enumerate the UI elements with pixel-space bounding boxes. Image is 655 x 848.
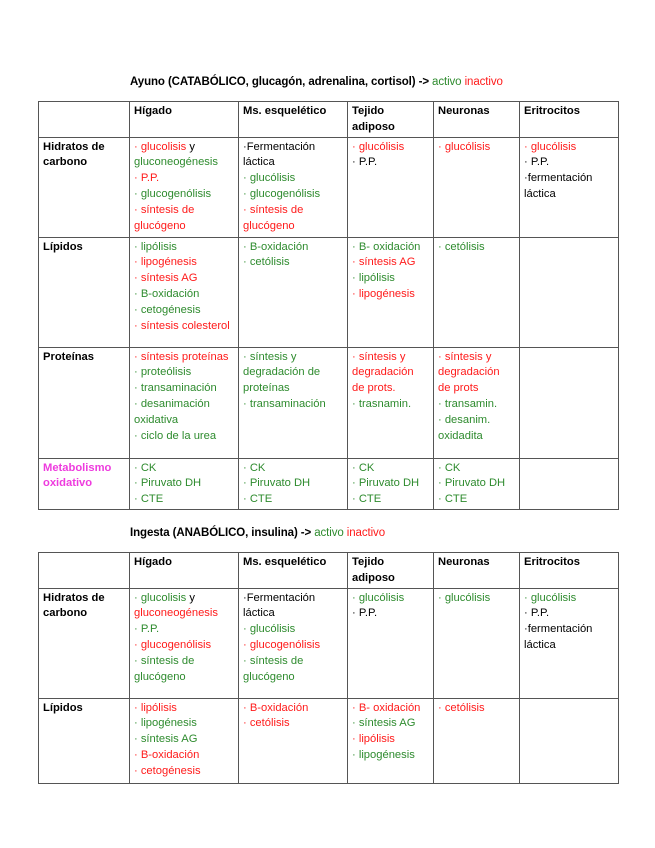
process-item: · Piruvato DH	[134, 477, 202, 490]
fed-metabolism-table	[38, 552, 619, 784]
process-item: · lipólisis	[352, 733, 395, 746]
process-item: · B-oxidación	[134, 287, 200, 300]
cell-erythrocytes	[520, 588, 619, 698]
process-item: · CTE	[438, 493, 468, 506]
process-item: · glucogenólisis	[243, 638, 321, 651]
cell-neurons	[434, 137, 520, 237]
process-item: · glucólisis	[524, 591, 577, 604]
cell-muscle	[239, 588, 348, 698]
process-item: gluconeogénesis	[134, 156, 218, 169]
process-item: · lipólisis	[134, 701, 177, 714]
process-item: · síntesis de glucógeno	[134, 203, 195, 232]
cell-liver	[130, 237, 239, 347]
process-item: · trasnamin.	[352, 397, 412, 410]
process-item: · glucogenólisis	[134, 638, 212, 651]
cell-adipose	[348, 347, 434, 458]
process-item: · P.P.	[352, 607, 378, 620]
process-item: · síntesis y degradación de prots.	[352, 350, 414, 395]
cell-muscle	[239, 698, 348, 783]
process-item: gluconeogénesis	[134, 607, 218, 620]
process-item: · glucólisis	[524, 140, 577, 153]
process-item: · transaminación	[134, 382, 217, 395]
process-item: · proteólisis	[134, 366, 192, 379]
process-item: · lipogénesis	[352, 748, 415, 761]
process-item: · P.P.	[524, 156, 550, 169]
table-row	[39, 458, 619, 509]
row-label: Metabolismo oxidativo	[39, 458, 130, 509]
table-title-ingesta: Ingesta (ANABÓLICO, insulina) -> activo inactivo	[130, 527, 385, 539]
legend-inactive: inactivo	[346, 527, 385, 539]
process-item: · Piruvato DH	[243, 477, 311, 490]
table-row	[39, 237, 619, 347]
process-item: · síntesis de glucógeno	[243, 203, 304, 232]
table-title-ayuno: Ayuno (CATABÓLICO, glucagón, adrenalina, cortisol) -> activo inactivo	[130, 76, 503, 88]
process-item: · CK	[438, 461, 461, 474]
process-item: · P.P.	[134, 623, 160, 636]
header-muscle: Ms. esquelético	[239, 102, 348, 138]
process-item: · P.P.	[134, 172, 160, 185]
process-item: · B-oxidación	[243, 240, 309, 253]
cell-adipose	[348, 237, 434, 347]
row-label: Hidratos de carbono	[39, 137, 130, 237]
process-item: · transamin.	[438, 397, 498, 410]
cell-adipose	[348, 588, 434, 698]
process-item: · desanimación oxidativa	[134, 397, 210, 426]
table-row	[39, 347, 619, 458]
process-item: · lipogénesis	[352, 287, 415, 300]
process-item: · glucólisis	[438, 591, 491, 604]
process-item: · síntesis colesterol	[134, 319, 230, 332]
process-item: · glucólisis	[352, 591, 405, 604]
process-item: · lipogénesis	[134, 717, 197, 730]
process-item: · cetólisis	[438, 240, 485, 253]
header-adipose: Tejido adiposo	[348, 553, 434, 589]
cell-muscle	[239, 458, 348, 509]
process-item: · síntesis AG	[352, 717, 416, 730]
table-row	[39, 698, 619, 783]
table-header-row	[39, 553, 619, 589]
cell-adipose	[348, 458, 434, 509]
process-item: ·Fermentación láctica	[243, 591, 316, 620]
process-item: · síntesis de glucógeno	[134, 654, 195, 683]
process-item: · CK	[243, 461, 266, 474]
process-item: · transaminación	[243, 397, 326, 410]
cell-muscle	[239, 347, 348, 458]
process-item: · glucólisis	[243, 172, 296, 185]
process-item: · síntesis de glucógeno	[243, 654, 304, 683]
header-erythrocytes: Eritrocitos	[520, 102, 619, 138]
process-item: · CTE	[134, 493, 164, 506]
cell-erythrocytes	[520, 347, 619, 458]
header-erythrocytes: Eritrocitos	[520, 553, 619, 589]
cell-erythrocytes	[520, 137, 619, 237]
row-label: Lípidos	[39, 698, 130, 783]
process-item: ·fermentación láctica	[524, 623, 593, 651]
row-label: Hidratos de carbono	[39, 588, 130, 698]
table-row	[39, 137, 619, 237]
cell-liver	[130, 347, 239, 458]
process-item: · CK	[352, 461, 375, 474]
process-item: · P.P.	[352, 156, 378, 169]
process-item: · cetogénesis	[134, 764, 201, 777]
process-item: · síntesis AG	[134, 272, 198, 285]
cell-adipose	[348, 698, 434, 783]
legend-inactive: inactivo	[464, 76, 503, 88]
process-item: · cetólisis	[243, 717, 290, 730]
process-item: · ciclo de la urea	[134, 429, 217, 442]
process-item: · síntesis y degradación de proteínas	[243, 350, 321, 395]
process-item: · glucólisis	[352, 140, 405, 153]
header-empty	[39, 102, 130, 138]
process-item: · Piruvato DH	[352, 477, 420, 490]
header-adipose: Tejido adiposo	[348, 102, 434, 138]
process-item: · lipólisis	[352, 272, 395, 285]
header-empty	[39, 553, 130, 589]
process-item: · CTE	[243, 493, 273, 506]
process-item: · síntesis y degradación de prots	[438, 350, 500, 395]
process-item: · lipogénesis	[134, 256, 197, 269]
process-item: · P.P.	[524, 607, 550, 620]
process-item: · Piruvato DH	[438, 477, 506, 490]
table-header-row	[39, 102, 619, 138]
process-item: · B-oxidación	[134, 748, 200, 761]
fasting-metabolism-table	[38, 101, 619, 510]
row-label: Proteínas	[39, 347, 130, 458]
cell-liver	[130, 698, 239, 783]
cell-adipose	[348, 137, 434, 237]
process-item: · cetogénesis	[134, 303, 201, 316]
legend-active: activo	[314, 527, 344, 539]
process-item: · glucogenólisis	[243, 187, 321, 200]
process-item: · glucolisis y	[134, 140, 195, 153]
process-item: · cetólisis	[243, 256, 290, 269]
process-item: · B- oxidación	[352, 701, 421, 714]
cell-neurons	[434, 588, 520, 698]
cell-muscle	[239, 137, 348, 237]
cell-erythrocytes	[520, 237, 619, 347]
cell-muscle	[239, 237, 348, 347]
process-item: · desanim. oxidadita	[438, 413, 491, 442]
process-item: · glucólisis	[243, 623, 296, 636]
cell-erythrocytes	[520, 458, 619, 509]
process-item: · glucolisis y	[134, 591, 195, 604]
cell-neurons	[434, 698, 520, 783]
cell-liver	[130, 458, 239, 509]
process-item: · CTE	[352, 493, 382, 506]
process-item: · B- oxidación	[352, 240, 421, 253]
process-item: · B-oxidación	[243, 701, 309, 714]
process-item: · CK	[134, 461, 157, 474]
process-item: · cetólisis	[438, 701, 485, 714]
cell-liver	[130, 588, 239, 698]
cell-neurons	[434, 458, 520, 509]
process-item: ·fermentación láctica	[524, 172, 593, 200]
process-item: ·Fermentación láctica	[243, 140, 316, 169]
process-item: · glucólisis	[438, 140, 491, 153]
cell-erythrocytes	[520, 698, 619, 783]
cell-neurons	[434, 347, 520, 458]
header-muscle: Ms. esquelético	[239, 553, 348, 589]
header-neurons: Neuronas	[434, 102, 520, 138]
process-item: · síntesis AG	[352, 256, 416, 269]
table-row	[39, 588, 619, 698]
header-liver: Hígado	[130, 553, 239, 589]
process-item: · glucogenólisis	[134, 187, 212, 200]
process-item: · síntesis proteínas	[134, 350, 229, 363]
process-item: · síntesis AG	[134, 733, 198, 746]
cell-neurons	[434, 237, 520, 347]
cell-liver	[130, 137, 239, 237]
legend-active: activo	[432, 76, 462, 88]
process-item: · lipólisis	[134, 240, 177, 253]
header-liver: Hígado	[130, 102, 239, 138]
row-label: Lípidos	[39, 237, 130, 347]
header-neurons: Neuronas	[434, 553, 520, 589]
